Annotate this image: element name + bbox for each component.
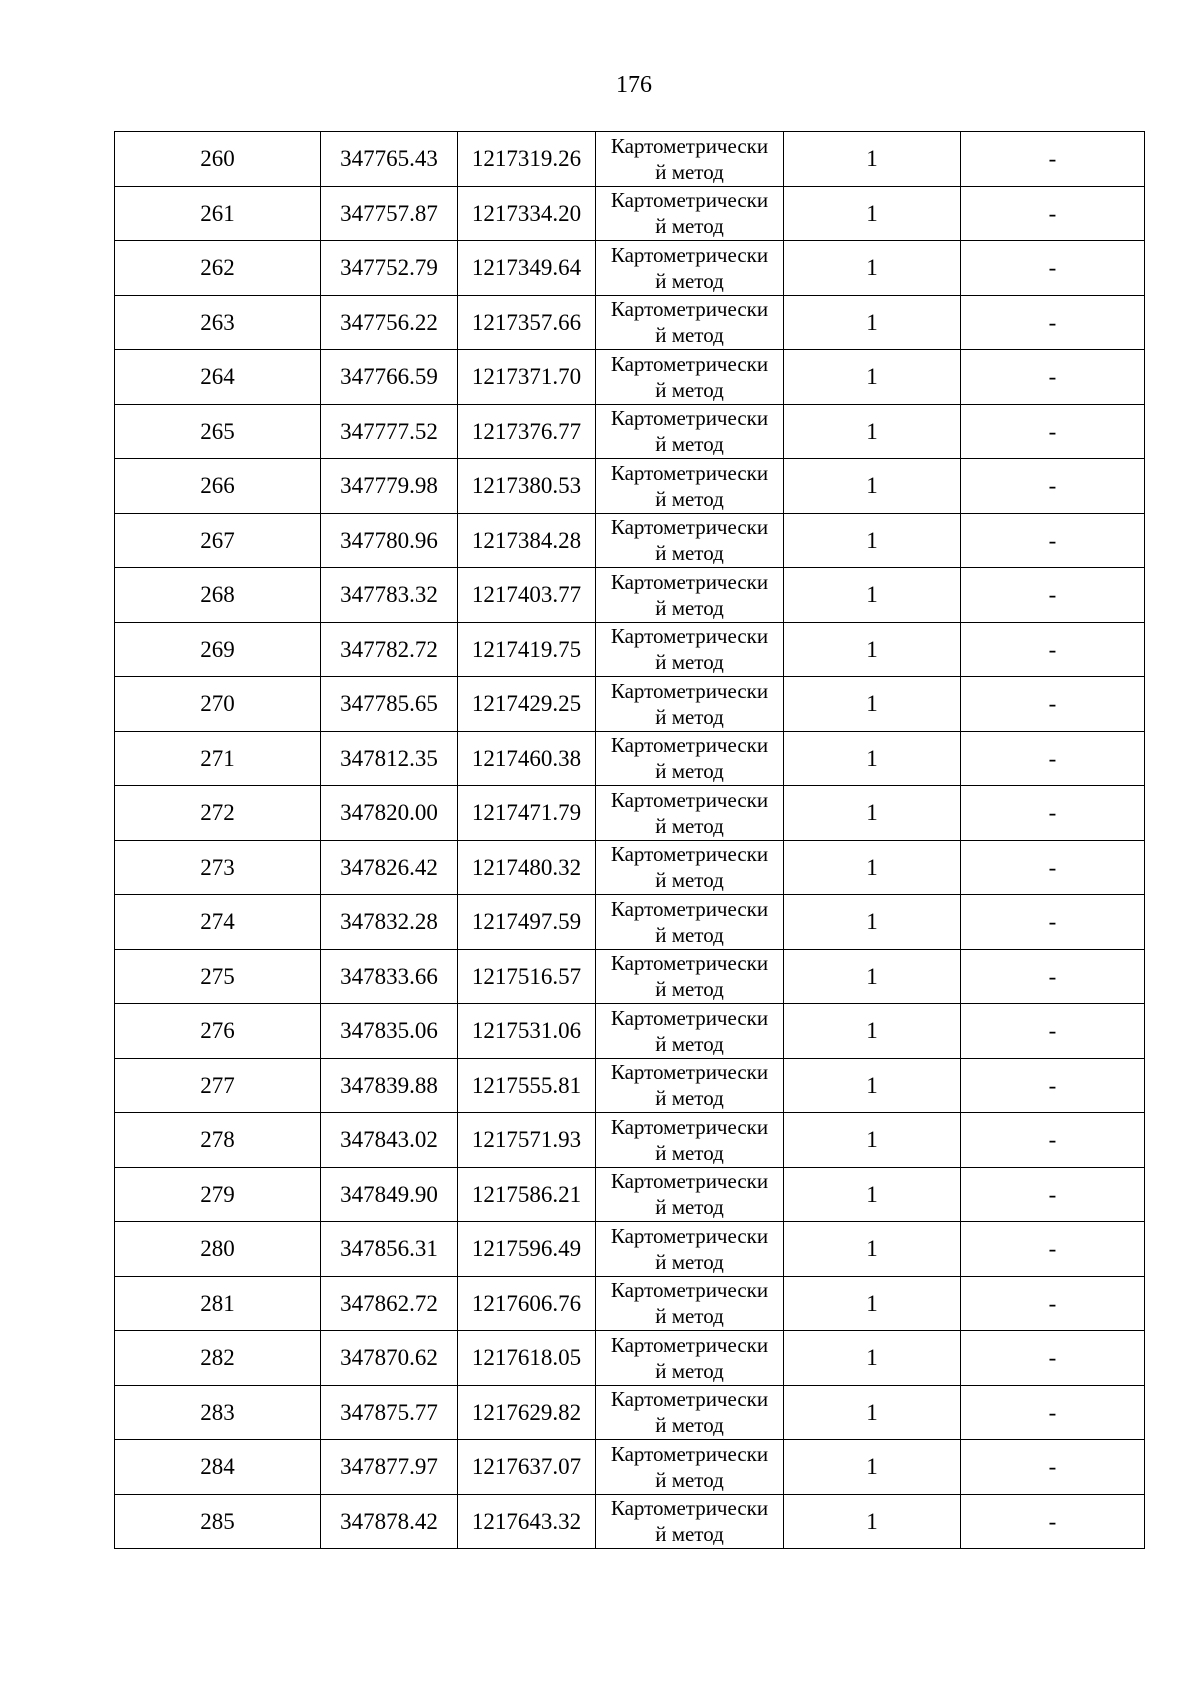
x-coordinate-cell: 347780.96 — [321, 513, 458, 568]
method-line-2: й метод — [655, 1413, 724, 1438]
point-number-cell: 269 — [115, 622, 321, 677]
point-number-cell: 265 — [115, 404, 321, 459]
method-line-2: й метод — [655, 759, 724, 784]
point-number-cell: 271 — [115, 731, 321, 786]
table-row — [115, 186, 1145, 241]
description-cell: - — [961, 731, 1145, 786]
x-coordinate-cell: 347832.28 — [321, 895, 458, 950]
method-line-1: Картометрически — [610, 460, 769, 485]
x-coordinate-cell: 347849.90 — [321, 1167, 458, 1222]
table-row — [115, 786, 1145, 841]
method-line-1: Картометрически — [610, 1114, 769, 1139]
y-coordinate-cell: 1217571.93 — [458, 1113, 596, 1168]
method-cell — [596, 1331, 784, 1386]
method-line-1: Картометрически — [610, 188, 769, 213]
accuracy-cell: 1 — [784, 459, 961, 514]
table-row — [115, 1276, 1145, 1331]
point-number-cell: 282 — [115, 1331, 321, 1386]
y-coordinate-cell: 1217429.25 — [458, 677, 596, 732]
coordinates-table — [114, 131, 1145, 1549]
table-row — [115, 949, 1145, 1004]
x-coordinate-cell: 347777.52 — [321, 404, 458, 459]
description-cell: - — [961, 568, 1145, 623]
accuracy-cell: 1 — [784, 295, 961, 350]
method-line-2: й метод — [655, 977, 724, 1002]
point-number-cell: 264 — [115, 350, 321, 405]
accuracy-cell: 1 — [784, 786, 961, 841]
method-cell — [596, 731, 784, 786]
description-cell: - — [961, 295, 1145, 350]
method-line-1: Картометрически — [610, 733, 769, 758]
y-coordinate-cell: 1217334.20 — [458, 186, 596, 241]
description-cell: - — [961, 1222, 1145, 1277]
accuracy-cell: 1 — [784, 404, 961, 459]
y-coordinate-cell: 1217371.70 — [458, 350, 596, 405]
table-row — [115, 895, 1145, 950]
point-number-cell: 283 — [115, 1385, 321, 1440]
method-line-2: й метод — [655, 214, 724, 239]
accuracy-cell: 1 — [784, 241, 961, 296]
point-number-cell: 260 — [115, 132, 321, 187]
point-number-cell: 285 — [115, 1494, 321, 1549]
description-cell: - — [961, 677, 1145, 732]
method-cell — [596, 1113, 784, 1168]
y-coordinate-cell: 1217403.77 — [458, 568, 596, 623]
x-coordinate-cell: 347843.02 — [321, 1113, 458, 1168]
method-line-2: й метод — [655, 1140, 724, 1165]
x-coordinate-cell: 347757.87 — [321, 186, 458, 241]
point-number-cell: 281 — [115, 1276, 321, 1331]
x-coordinate-cell: 347752.79 — [321, 241, 458, 296]
method-cell — [596, 1058, 784, 1113]
description-cell: - — [961, 1385, 1145, 1440]
method-line-2: й метод — [655, 868, 724, 893]
table-row — [115, 513, 1145, 568]
method-cell — [596, 513, 784, 568]
method-line-1: Картометрически — [610, 406, 769, 431]
accuracy-cell: 1 — [784, 949, 961, 1004]
accuracy-cell: 1 — [784, 677, 961, 732]
accuracy-cell: 1 — [784, 1385, 961, 1440]
accuracy-cell: 1 — [784, 186, 961, 241]
description-cell: - — [961, 186, 1145, 241]
method-line-2: й метод — [655, 268, 724, 293]
description-cell: - — [961, 1276, 1145, 1331]
description-cell: - — [961, 840, 1145, 895]
description-cell: - — [961, 404, 1145, 459]
method-line-2: й метод — [655, 650, 724, 675]
x-coordinate-cell: 347878.42 — [321, 1494, 458, 1549]
y-coordinate-cell: 1217357.66 — [458, 295, 596, 350]
method-cell — [596, 132, 784, 187]
method-line-2: й метод — [655, 1467, 724, 1492]
method-line-1: Картометрически — [610, 624, 769, 649]
x-coordinate-cell: 347765.43 — [321, 132, 458, 187]
method-line-2: й метод — [655, 1031, 724, 1056]
method-line-1: Картометрически — [610, 678, 769, 703]
method-cell — [596, 677, 784, 732]
x-coordinate-cell: 347820.00 — [321, 786, 458, 841]
y-coordinate-cell: 1217606.76 — [458, 1276, 596, 1331]
x-coordinate-cell: 347870.62 — [321, 1331, 458, 1386]
point-number-cell: 272 — [115, 786, 321, 841]
description-cell: - — [961, 1113, 1145, 1168]
table-row — [115, 1331, 1145, 1386]
table-row — [115, 1004, 1145, 1059]
method-line-1: Картометрически — [610, 133, 769, 158]
method-line-2: й метод — [655, 159, 724, 184]
method-line-1: Картометрически — [610, 1496, 769, 1521]
x-coordinate-cell: 347779.98 — [321, 459, 458, 514]
description-cell: - — [961, 1167, 1145, 1222]
point-number-cell: 275 — [115, 949, 321, 1004]
method-cell — [596, 1004, 784, 1059]
description-cell: - — [961, 1331, 1145, 1386]
method-cell — [596, 1440, 784, 1495]
y-coordinate-cell: 1217596.49 — [458, 1222, 596, 1277]
table-row — [115, 1113, 1145, 1168]
method-line-1: Картометрически — [610, 1278, 769, 1303]
point-number-cell: 276 — [115, 1004, 321, 1059]
x-coordinate-cell: 347826.42 — [321, 840, 458, 895]
y-coordinate-cell: 1217586.21 — [458, 1167, 596, 1222]
description-cell: - — [961, 1494, 1145, 1549]
x-coordinate-cell: 347783.32 — [321, 568, 458, 623]
method-cell — [596, 241, 784, 296]
y-coordinate-cell: 1217516.57 — [458, 949, 596, 1004]
point-number-cell: 266 — [115, 459, 321, 514]
table-row — [115, 295, 1145, 350]
y-coordinate-cell: 1217618.05 — [458, 1331, 596, 1386]
method-cell — [596, 840, 784, 895]
table-row — [115, 350, 1145, 405]
accuracy-cell: 1 — [784, 350, 961, 405]
table-row — [115, 459, 1145, 514]
method-line-2: й метод — [655, 1304, 724, 1329]
accuracy-cell: 1 — [784, 895, 961, 950]
accuracy-cell: 1 — [784, 1058, 961, 1113]
description-cell: - — [961, 1058, 1145, 1113]
accuracy-cell: 1 — [784, 840, 961, 895]
point-number-cell: 262 — [115, 241, 321, 296]
method-line-2: й метод — [655, 377, 724, 402]
coordinates-table-body — [115, 132, 1145, 1549]
method-line-1: Картометрически — [610, 1441, 769, 1466]
point-number-cell: 284 — [115, 1440, 321, 1495]
point-number-cell: 278 — [115, 1113, 321, 1168]
method-cell — [596, 350, 784, 405]
table-row — [115, 840, 1145, 895]
table-row — [115, 1440, 1145, 1495]
table-row — [115, 622, 1145, 677]
x-coordinate-cell: 347875.77 — [321, 1385, 458, 1440]
method-line-2: й метод — [655, 595, 724, 620]
description-cell: - — [961, 1440, 1145, 1495]
y-coordinate-cell: 1217497.59 — [458, 895, 596, 950]
description-cell: - — [961, 786, 1145, 841]
x-coordinate-cell: 347862.72 — [321, 1276, 458, 1331]
table-row — [115, 731, 1145, 786]
accuracy-cell: 1 — [784, 568, 961, 623]
y-coordinate-cell: 1217419.75 — [458, 622, 596, 677]
method-line-2: й метод — [655, 813, 724, 838]
table-row — [115, 1385, 1145, 1440]
description-cell: - — [961, 241, 1145, 296]
point-number-cell: 274 — [115, 895, 321, 950]
x-coordinate-cell: 347756.22 — [321, 295, 458, 350]
accuracy-cell: 1 — [784, 1440, 961, 1495]
table-row — [115, 132, 1145, 187]
point-number-cell: 270 — [115, 677, 321, 732]
point-number-cell: 279 — [115, 1167, 321, 1222]
method-line-2: й метод — [655, 432, 724, 457]
method-line-2: й метод — [655, 922, 724, 947]
method-line-1: Картометрически — [610, 297, 769, 322]
method-cell — [596, 186, 784, 241]
method-line-2: й метод — [655, 1522, 724, 1547]
method-line-1: Картометрически — [610, 896, 769, 921]
x-coordinate-cell: 347766.59 — [321, 350, 458, 405]
point-number-cell: 277 — [115, 1058, 321, 1113]
method-line-1: Картометрически — [610, 1332, 769, 1357]
y-coordinate-cell: 1217643.32 — [458, 1494, 596, 1549]
accuracy-cell: 1 — [784, 1276, 961, 1331]
method-line-1: Картометрически — [610, 1387, 769, 1412]
method-cell — [596, 1494, 784, 1549]
x-coordinate-cell: 347835.06 — [321, 1004, 458, 1059]
table-row — [115, 568, 1145, 623]
accuracy-cell: 1 — [784, 132, 961, 187]
y-coordinate-cell: 1217471.79 — [458, 786, 596, 841]
method-cell — [596, 1222, 784, 1277]
y-coordinate-cell: 1217380.53 — [458, 459, 596, 514]
description-cell: - — [961, 132, 1145, 187]
description-cell: - — [961, 350, 1145, 405]
x-coordinate-cell: 347856.31 — [321, 1222, 458, 1277]
method-cell — [596, 1276, 784, 1331]
method-cell — [596, 568, 784, 623]
description-cell: - — [961, 622, 1145, 677]
point-number-cell: 267 — [115, 513, 321, 568]
accuracy-cell: 1 — [784, 1331, 961, 1386]
point-number-cell: 268 — [115, 568, 321, 623]
method-line-1: Картометрически — [610, 787, 769, 812]
accuracy-cell: 1 — [784, 622, 961, 677]
accuracy-cell: 1 — [784, 513, 961, 568]
method-line-1: Картометрически — [610, 1169, 769, 1194]
accuracy-cell: 1 — [784, 1004, 961, 1059]
method-line-1: Картометрически — [610, 951, 769, 976]
x-coordinate-cell: 347785.65 — [321, 677, 458, 732]
method-line-1: Картометрически — [610, 515, 769, 540]
method-cell — [596, 295, 784, 350]
method-cell — [596, 459, 784, 514]
table-row — [115, 1058, 1145, 1113]
point-number-cell: 273 — [115, 840, 321, 895]
method-line-2: й метод — [655, 704, 724, 729]
method-line-2: й метод — [655, 323, 724, 348]
method-line-2: й метод — [655, 1249, 724, 1274]
description-cell: - — [961, 949, 1145, 1004]
method-line-1: Картометрически — [610, 842, 769, 867]
accuracy-cell: 1 — [784, 731, 961, 786]
y-coordinate-cell: 1217637.07 — [458, 1440, 596, 1495]
page-number: 176 — [616, 72, 652, 98]
method-line-2: й метод — [655, 1195, 724, 1220]
x-coordinate-cell: 347877.97 — [321, 1440, 458, 1495]
method-cell — [596, 1167, 784, 1222]
accuracy-cell: 1 — [784, 1494, 961, 1549]
method-line-1: Картометрически — [610, 351, 769, 376]
y-coordinate-cell: 1217349.64 — [458, 241, 596, 296]
x-coordinate-cell: 347839.88 — [321, 1058, 458, 1113]
method-cell — [596, 1385, 784, 1440]
method-cell — [596, 949, 784, 1004]
point-number-cell: 263 — [115, 295, 321, 350]
method-line-2: й метод — [655, 1086, 724, 1111]
description-cell: - — [961, 459, 1145, 514]
y-coordinate-cell: 1217555.81 — [458, 1058, 596, 1113]
method-line-1: Картометрически — [610, 1060, 769, 1085]
method-line-2: й метод — [655, 541, 724, 566]
method-line-1: Картометрически — [610, 242, 769, 267]
point-number-cell: 280 — [115, 1222, 321, 1277]
accuracy-cell: 1 — [784, 1222, 961, 1277]
table-row — [115, 241, 1145, 296]
method-line-1: Картометрически — [610, 1223, 769, 1248]
description-cell: - — [961, 895, 1145, 950]
y-coordinate-cell: 1217376.77 — [458, 404, 596, 459]
x-coordinate-cell: 347812.35 — [321, 731, 458, 786]
method-line-2: й метод — [655, 486, 724, 511]
method-line-1: Картометрически — [610, 569, 769, 594]
y-coordinate-cell: 1217480.32 — [458, 840, 596, 895]
y-coordinate-cell: 1217531.06 — [458, 1004, 596, 1059]
x-coordinate-cell: 347782.72 — [321, 622, 458, 677]
description-cell: - — [961, 513, 1145, 568]
accuracy-cell: 1 — [784, 1113, 961, 1168]
table-row — [115, 404, 1145, 459]
y-coordinate-cell: 1217629.82 — [458, 1385, 596, 1440]
method-cell — [596, 786, 784, 841]
y-coordinate-cell: 1217460.38 — [458, 731, 596, 786]
table-row — [115, 677, 1145, 732]
table-row — [115, 1222, 1145, 1277]
y-coordinate-cell: 1217384.28 — [458, 513, 596, 568]
y-coordinate-cell: 1217319.26 — [458, 132, 596, 187]
table-row — [115, 1494, 1145, 1549]
point-number-cell: 261 — [115, 186, 321, 241]
description-cell: - — [961, 1004, 1145, 1059]
method-line-2: й метод — [655, 1358, 724, 1383]
method-line-1: Картометрически — [610, 1005, 769, 1030]
x-coordinate-cell: 347833.66 — [321, 949, 458, 1004]
table-row — [115, 1167, 1145, 1222]
method-cell — [596, 895, 784, 950]
method-cell — [596, 622, 784, 677]
accuracy-cell: 1 — [784, 1167, 961, 1222]
method-cell — [596, 404, 784, 459]
